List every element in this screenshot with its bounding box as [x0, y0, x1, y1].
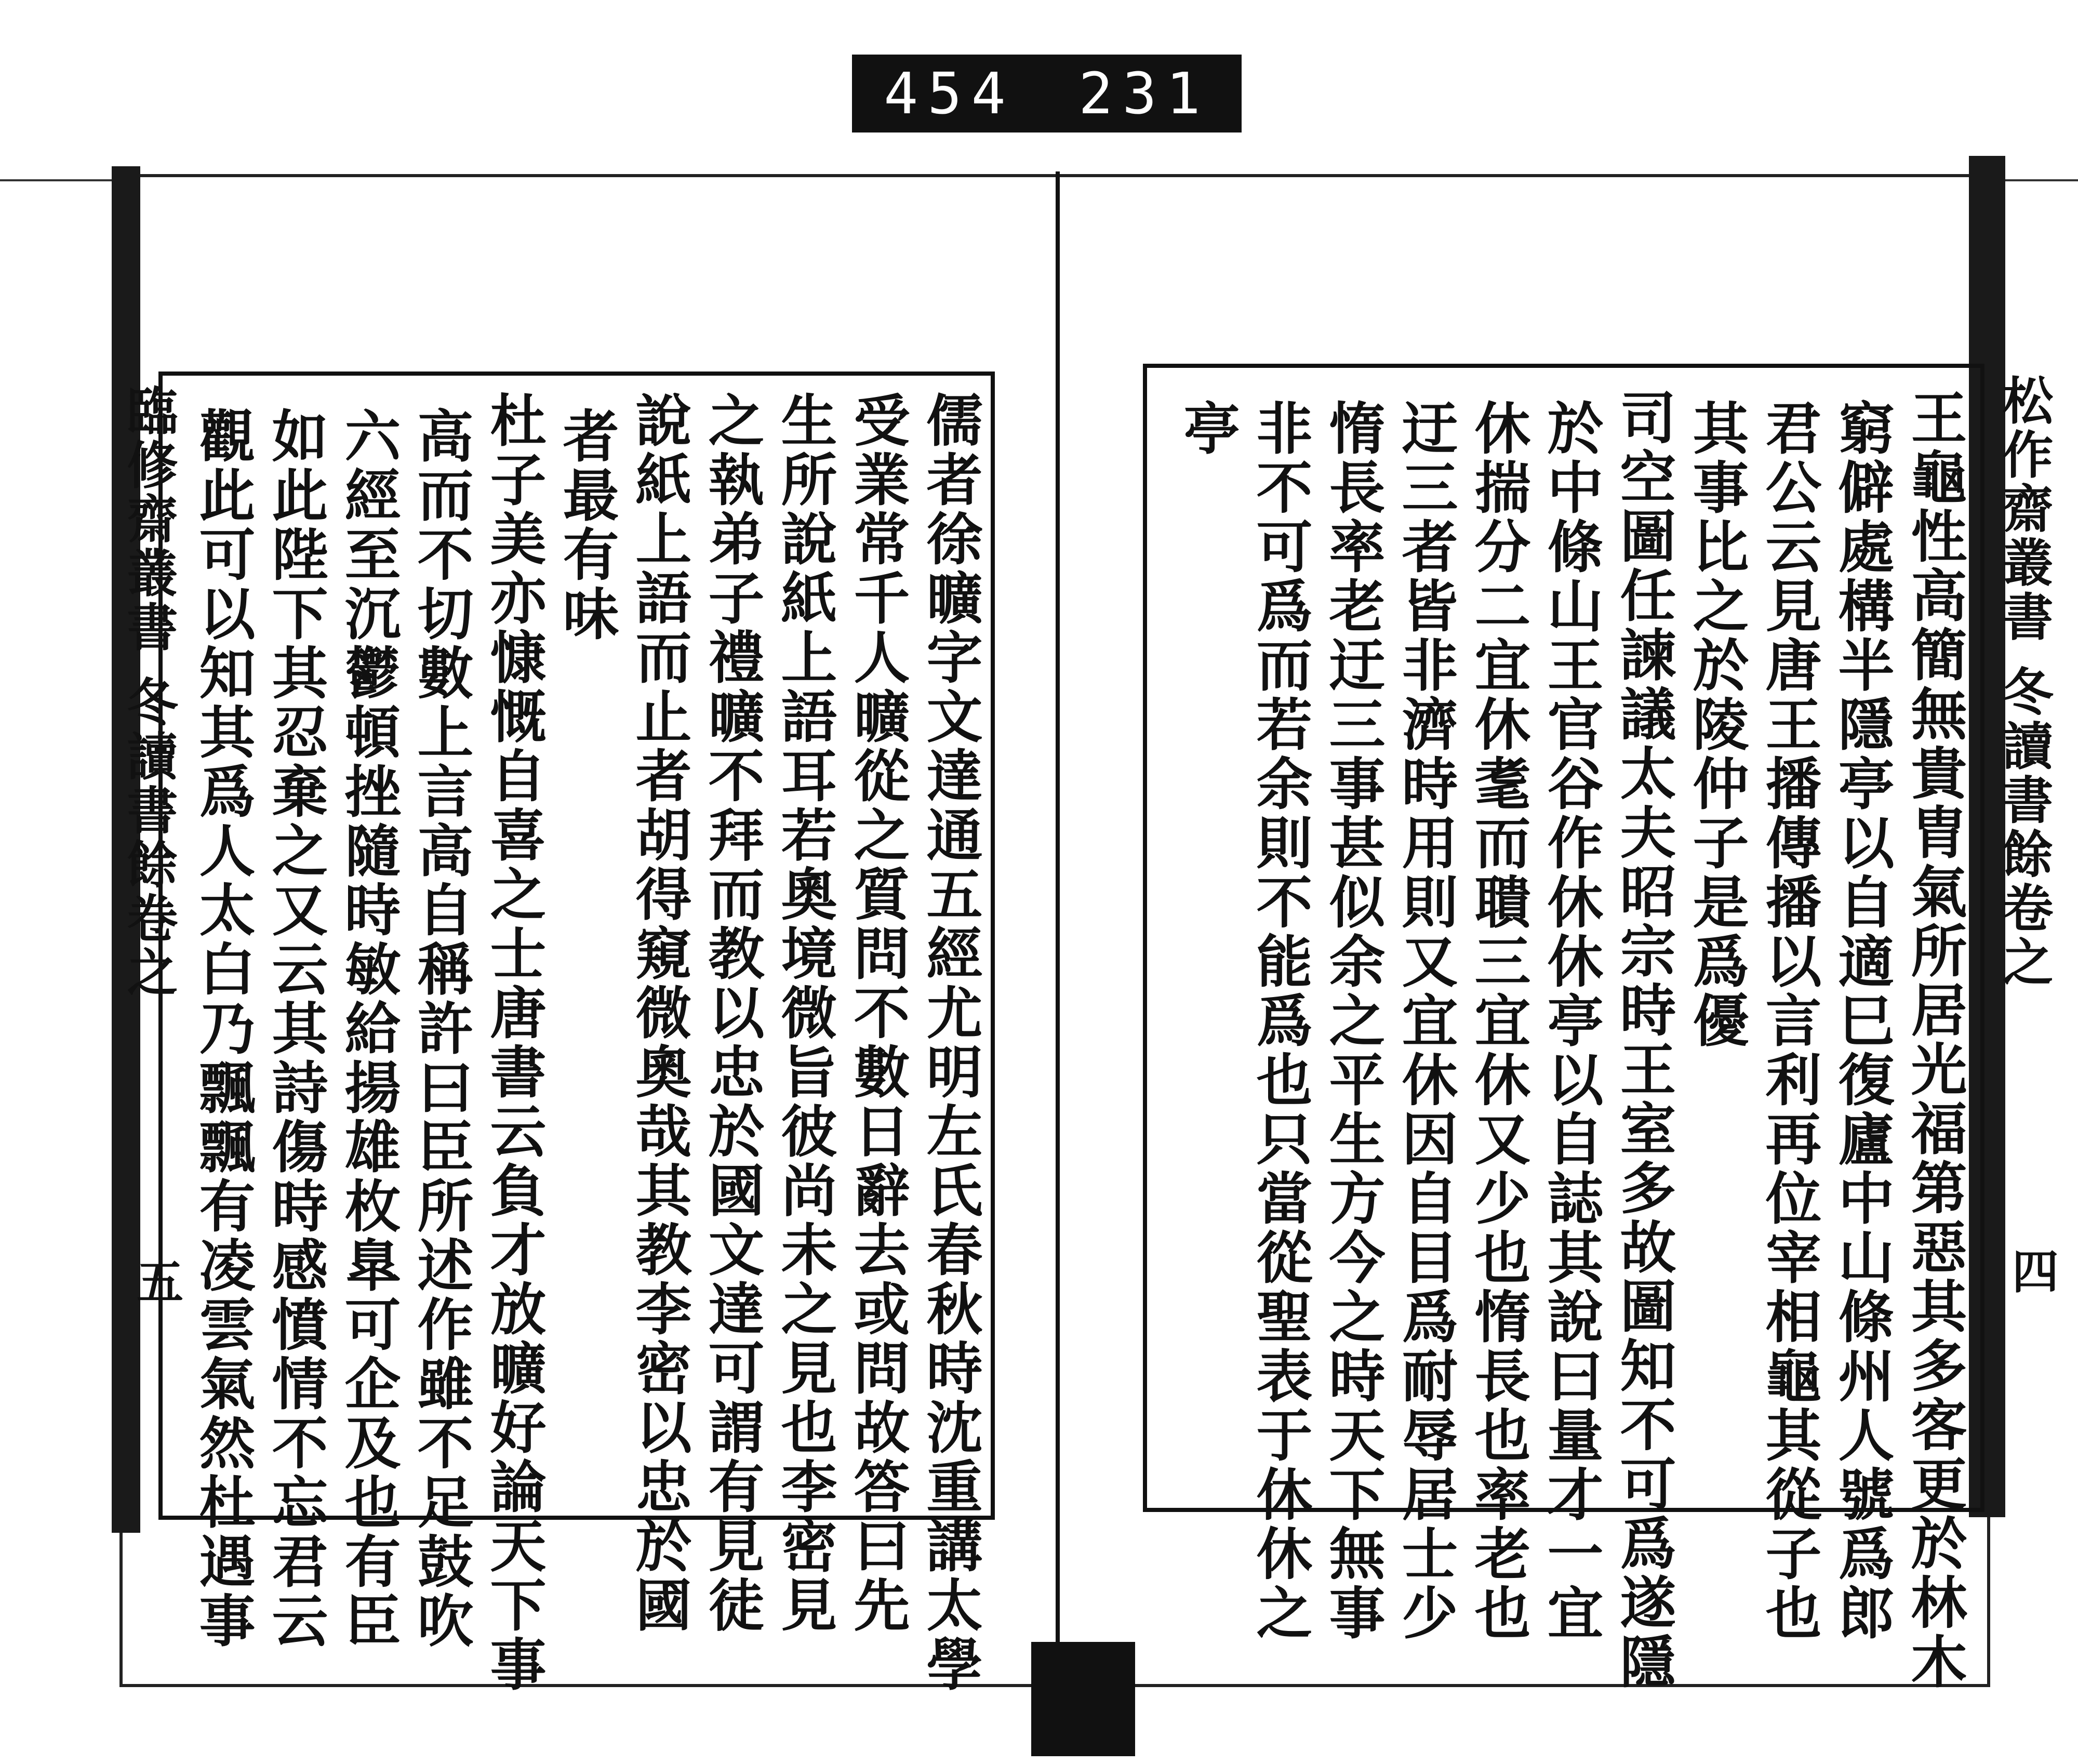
film-frame-label — [852, 55, 1242, 132]
book-fold — [1056, 171, 1060, 1678]
text-column: 生所說紙上語耳若奧境微旨彼尚未之見也李密見 — [771, 391, 837, 1635]
film-number-right: 231 — [1078, 60, 1210, 127]
text-column: 杜子美亦慷慨自喜之士唐書云負才放曠好論天下事 — [481, 391, 546, 1694]
right-margin-title: 松作齋叢書 冬讀書餘卷之 — [1994, 374, 2054, 990]
left-margin-title: 臨修齋叢書 冬讀書餘卷之 — [118, 384, 178, 1000]
right-folio: 四 — [2004, 1247, 2059, 1297]
text-column: 君公云見唐王播傳播以言利再位宰相龜其從子也 — [1756, 399, 1821, 1643]
film-number-left: 454 — [884, 60, 1015, 127]
text-column: 惰長率老迂三事甚似余之平生方今之時天下無事 — [1320, 399, 1385, 1643]
text-column: 觀此可以知其爲人太白乃飄飄有凌雲氣然杜遇事 — [190, 407, 255, 1651]
left-folio: 五 — [128, 1257, 183, 1307]
text-column: 王龜性高簡無貴胄氣所居光福第惡其多客更於林木 — [1901, 389, 1967, 1692]
right-text-frame — [1143, 364, 1984, 1692]
text-column: 者最有味 — [553, 407, 619, 644]
text-column: 高而不切數上言高自稱許曰臣所述作雖不足鼓吹 — [408, 407, 473, 1651]
left-text-frame — [158, 372, 995, 1694]
binding-clamp — [1031, 1642, 1135, 1756]
text-column: 迂三者皆非濟時用則又宜休因自目爲耐辱居士少 — [1392, 399, 1458, 1643]
text-column: 非不可爲而若余則不能爲也只當從聖表于休休之 — [1247, 399, 1312, 1643]
text-column: 儒者徐曠字文達通五經尤明左氏春秋時沈重講太學 — [917, 391, 982, 1694]
text-column: 之執弟子禮曠不拜而教以忠於國文達可謂有見徒 — [699, 391, 764, 1635]
text-column: 亭 — [1174, 399, 1240, 458]
text-column: 受業常千人曠從之質問不數日辭去或問故答曰先 — [844, 391, 910, 1635]
text-column: 窮僻處構半隱亭以自適巳復廬中山條州人號爲郎 — [1829, 399, 1894, 1643]
text-column: 司空圖任諫議太夫昭宗時王室多故圖知不可爲遂隱 — [1610, 389, 1676, 1692]
text-column: 如此陛下其忍棄之又云其詩傷時感憤情不忘君云 — [262, 407, 328, 1651]
text-column: 休揣分二宜休耄而聵三宜休又少也惰長也率老也 — [1465, 399, 1530, 1643]
text-column: 六經至沉鬱頓挫隨時敏給揚雄枚臯可企及也有臣 — [335, 407, 401, 1651]
text-column: 於中條山王官谷作休休亭以自誌其說曰量才一宜 — [1538, 399, 1603, 1643]
text-column: 說紙上語而止者胡得窺微奧哉其教李密以忠於國 — [626, 391, 691, 1635]
text-column: 其事比之於陵仲子是爲優 — [1683, 399, 1749, 1051]
